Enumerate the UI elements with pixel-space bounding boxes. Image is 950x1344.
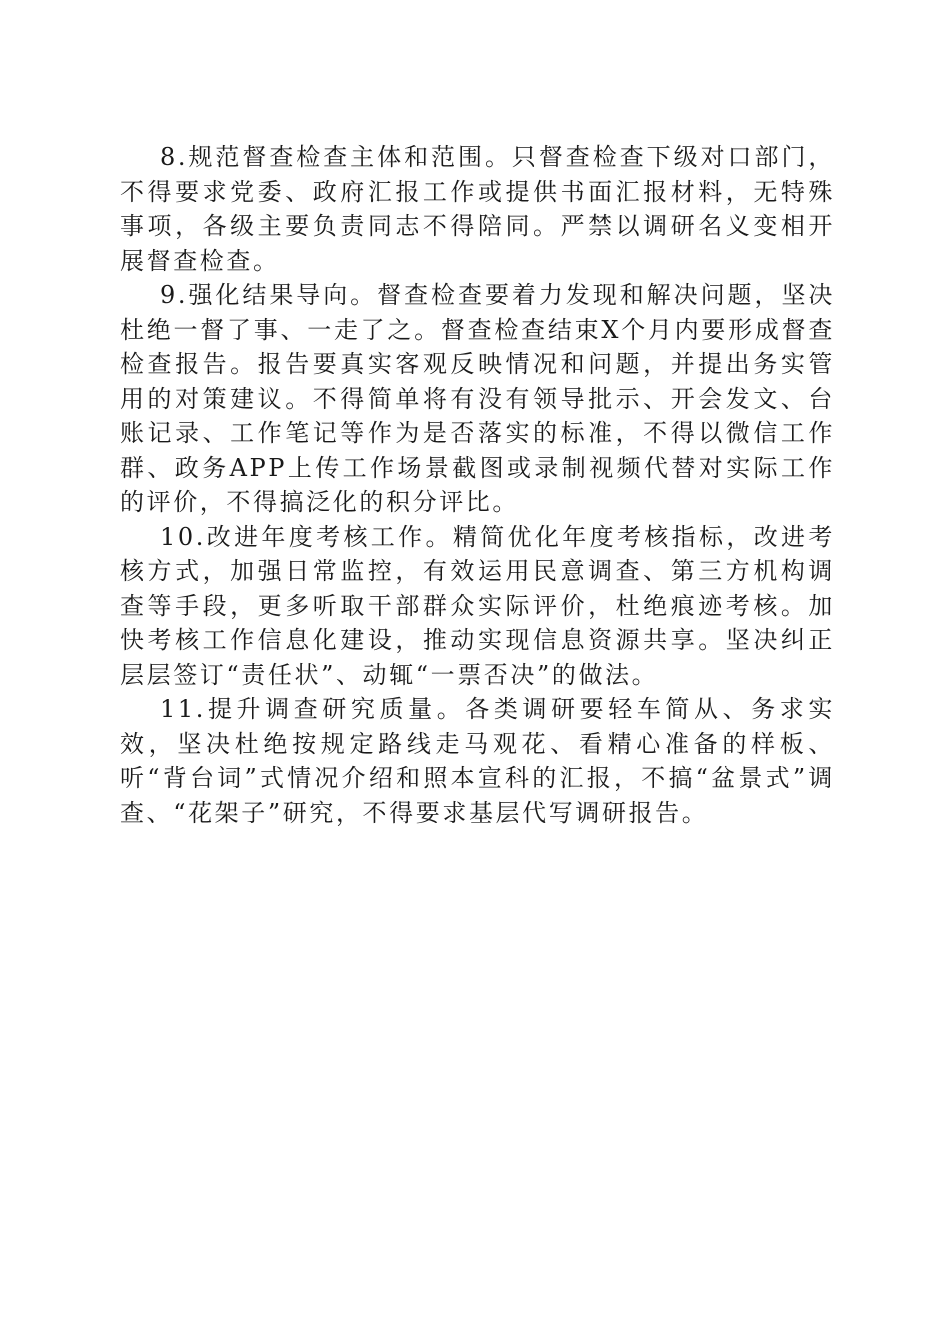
paragraph-text: 改进年度考核工作。精简优化年度考核指标，改进考核方式，加强日常监控，有效运用民意调查、第三方机构调查等手段，更多听取干部群众实际评价，杜绝痕迹考核。加快考核工作信息化建设，推动实现信息资源共享。坚决纠正层层签订“责任状”、动辄“一票否决”的做法。	[120, 522, 835, 689]
paragraph-9	[120, 278, 835, 520]
paragraph-number: 11.	[160, 695, 206, 723]
document-body	[120, 140, 835, 830]
paragraph-10	[120, 520, 835, 693]
paragraph-11	[120, 692, 835, 830]
paragraph-text: 提升调查研究质量。各类调研要轻车简从、务求实效，坚决杜绝按规定路线走马观花、看精心准备的样板、听“背台词”式情况介绍和照本宣科的汇报，不搞“盆景式”调查、“花架子”研究，不得要求基层代写调研报告。	[120, 695, 835, 827]
paragraph-number: 8.	[160, 143, 189, 171]
paragraph-number: 10.	[160, 522, 206, 551]
paragraph-text: 规范督查检查主体和范围。只督查检查下级对口部门，不得要求党委、政府汇报工作或提供书面汇报材料，无特殊事项，各级主要负责同志不得陪同。严禁以调研名义变相开展督查检查。	[120, 143, 835, 275]
paragraph-8	[120, 140, 835, 278]
paragraph-text: 强化结果导向。督查检查要着力发现和解决问题，坚决杜绝一督了事、一走了之。督查检查结束X个月内要形成督查检查报告。报告要真实客观反映情况和问题，并提出务实管用的对策建议。不得简单将有没有领导批示、开会发文、台账记录、工作笔记等作为是否落实的标准，不得以微信工作群、政务APP上传工作场景截图或录制视频代替对实际工作的评价，不得搞泛化的积分评比。	[120, 281, 835, 516]
paragraph-number: 9.	[160, 281, 189, 309]
